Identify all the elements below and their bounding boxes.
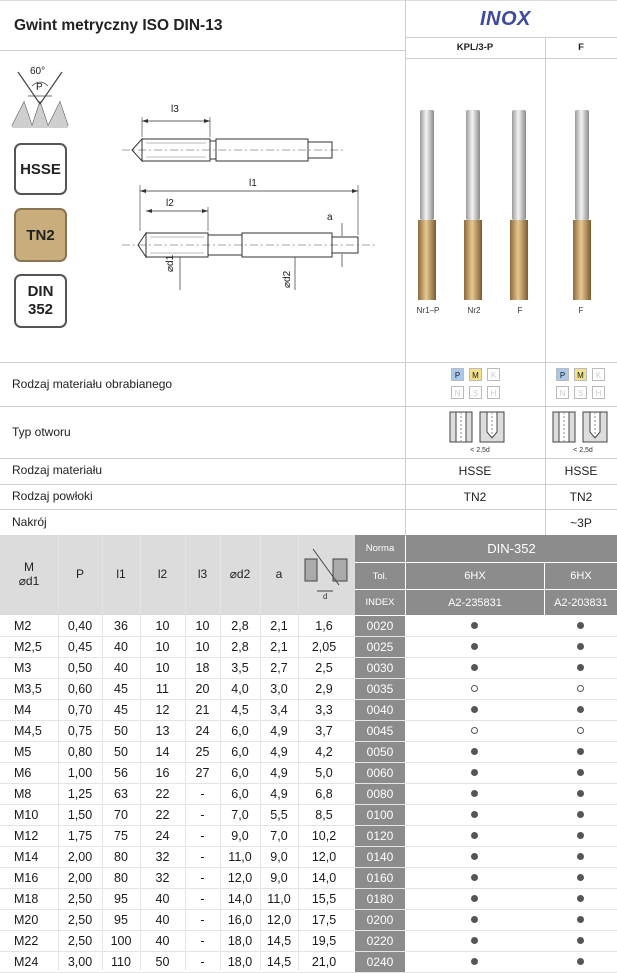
cell-m: M3 [14,661,32,675]
cell-d2: 12,0 [227,871,253,885]
table-row [0,700,617,721]
table-row [0,805,617,826]
cell-p: 2,00 [67,871,93,885]
mat-p: P [451,368,464,381]
coating-1: TN2 [463,490,487,504]
col-header-a: a [275,567,283,582]
drill-size-icon [303,545,351,603]
cell-l3: 18 [195,661,210,675]
cell-m: M16 [14,871,39,885]
cell-p: 0,80 [67,745,93,759]
through-hole-icon [449,410,507,446]
mat-n: N [451,386,464,399]
cell-l1: 75 [114,829,128,843]
brand-label: INOX [480,8,531,30]
cell-l2: 24 [155,829,170,843]
index-label: INDEX [355,590,405,615]
cell-drill: 17,5 [311,913,337,927]
availability-open-dot [577,727,584,734]
cell-l2: 10 [155,619,170,633]
cell-l3: - [200,934,205,948]
cell-p: 0,75 [67,724,93,738]
col-header-p: P [75,567,84,582]
norm-badge [14,274,67,328]
tol-2: 6HX [545,563,617,589]
availability-dot [471,643,478,650]
cell-index: 0025 [355,637,405,657]
tap-label-f1: F [517,306,523,315]
availability-dot [577,874,584,881]
cell-p: 2,50 [67,913,93,927]
cell-a: 2,7 [270,661,288,675]
table-row [0,658,617,679]
cell-l3: 24 [195,724,210,738]
mat-m-2: M [574,368,587,381]
mat-n-2: N [556,386,569,399]
coating-badge: TN2 [14,208,67,262]
cell-index: 0200 [355,910,405,930]
prop-divider-3 [0,458,617,459]
table-row [0,826,617,847]
cell-drill: 12,0 [311,850,337,864]
cell-d2: 7,0 [231,808,249,822]
cell-drill: 14,0 [311,871,337,885]
cell-d2: 2,8 [231,619,249,633]
cell-index: 0240 [355,952,405,972]
table-row [0,910,617,931]
cell-d2: 6,0 [231,724,249,738]
cell-l1: 80 [114,850,128,864]
cell-a: 9,0 [270,850,288,864]
cell-l2: 50 [155,955,170,969]
availability-dot [471,958,478,965]
cell-m: M14 [14,850,39,864]
cell-l2: 40 [155,892,170,906]
cell-m: M4 [14,703,32,717]
thread-pitch: P [36,82,43,93]
cell-m: M22 [14,934,39,948]
cell-p: 0,50 [67,661,93,675]
cell-drill: 2,05 [311,640,337,654]
prop-divider-4 [0,484,617,485]
cell-index: 0050 [355,742,405,762]
mat-p-2: P [556,368,569,381]
cell-index: 0220 [355,931,405,951]
mat-k-2: K [592,368,605,381]
table-row [0,931,617,952]
availability-dot [577,790,584,797]
availability-dot [577,811,584,818]
cell-l2: 14 [155,745,170,759]
cell-m: M4,5 [14,724,42,738]
cell-drill: 19,5 [311,934,337,948]
cell-p: 0,45 [67,640,93,654]
cell-l3: - [200,787,205,801]
availability-dot [577,769,584,776]
availability-dot [577,937,584,944]
cell-l3: - [200,829,205,843]
availability-dot [471,622,478,629]
cell-l3: 20 [195,682,210,696]
cell-l1: 45 [114,703,128,717]
availability-dot [577,664,584,671]
cell-d2: 18,0 [227,934,253,948]
top-border [0,0,617,1]
thread-angle: 60° [30,66,46,77]
cell-l2: 10 [155,640,170,654]
cell-index: 0080 [355,784,405,804]
cell-drill: 2,5 [315,661,333,675]
cell-index: 0180 [355,889,405,909]
tap-dimension-drawing [110,95,380,295]
norm-label: Norma [355,535,405,562]
tap-label-nr2: Nr2 [467,306,481,315]
availability-dot [471,916,478,923]
table-row [0,742,617,763]
cell-a: 2,1 [270,640,288,654]
cell-a: 4,9 [270,787,288,801]
cell-l2: 22 [155,808,170,822]
cell-a: 14,5 [266,955,292,969]
col-group-f: F [578,42,584,53]
cell-m: M12 [14,829,39,843]
tap-images [408,100,613,305]
cell-d2: 14,0 [227,892,253,906]
cell-l3: 21 [195,703,210,717]
availability-dot [471,874,478,881]
table-row [0,868,617,889]
cell-index: 0020 [355,616,405,636]
cell-l1: 56 [114,766,128,780]
mat-h: H [487,386,500,399]
col-header-d2: ⌀d2 [229,567,251,582]
col-header-l3: l3 [197,567,208,582]
column-divider-main [405,0,406,535]
cell-l3: - [200,955,205,969]
availability-open-dot [471,685,478,692]
mat-h-2: H [592,386,605,399]
header-divider [0,50,405,51]
table-row [0,784,617,805]
cell-p: 1,75 [67,829,93,843]
chamfer-2: ~3P [570,516,592,530]
cell-drill: 4,2 [315,745,333,759]
cell-d2: 4,5 [231,703,249,717]
availability-dot [471,769,478,776]
cell-m: M6 [14,766,32,780]
dim-l3: l3 [171,104,179,115]
cell-drill: 10,2 [311,829,337,843]
availability-dot [577,958,584,965]
tol-label: Tol. [355,563,405,589]
col-header-l1: l1 [116,567,126,582]
cell-a: 5,5 [270,808,288,822]
cell-l2: 12 [155,703,170,717]
table-row [0,679,617,700]
mat-s: S [469,386,482,399]
tap-nr2-image [464,110,482,300]
norm-badge-line1: DIN [27,283,54,300]
cell-m: M3,5 [14,682,42,696]
cell-index: 0160 [355,868,405,888]
table-row [0,763,617,784]
cell-p: 0,60 [67,682,93,696]
cell-p: 2,50 [67,892,93,906]
mat-k: K [487,368,500,381]
availability-dot [471,811,478,818]
cell-d2: 6,0 [231,787,249,801]
cell-index: 0040 [355,700,405,720]
cell-drill: 6,8 [315,787,333,801]
cell-m: M10 [14,808,39,822]
table-row [0,889,617,910]
cell-m: M20 [14,913,39,927]
cell-l1: 100 [110,934,132,948]
cell-l1: 50 [114,745,128,759]
cell-index: 0035 [355,679,405,699]
prop-divider-1 [0,362,617,363]
blind-hole-icon [552,410,610,446]
availability-dot [471,853,478,860]
cell-m: M2 [14,619,32,633]
col-group-kpl: KPL/3-P [456,42,494,53]
cell-m: M24 [14,955,39,969]
availability-dot [577,706,584,713]
cell-p: 2,50 [67,934,93,948]
cell-m: M5 [14,745,32,759]
cell-l1: 40 [114,640,128,654]
prop-divider-2 [0,406,617,407]
cell-index: 0030 [355,658,405,678]
table-row [0,616,617,637]
cell-l1: 80 [114,871,128,885]
availability-dot [471,706,478,713]
cell-l2: 40 [155,913,170,927]
cell-a: 9,0 [270,871,288,885]
cell-a: 2,1 [270,619,288,633]
mat-s-2: S [574,386,587,399]
dim-d2: ⌀d2 [282,270,293,288]
cell-index: 0120 [355,826,405,846]
cell-l3: - [200,892,205,906]
cell-l2: 13 [155,724,170,738]
cell-drill: 1,6 [315,619,333,633]
cell-l1: 63 [114,787,128,801]
cell-drill: 15,5 [311,892,337,906]
availability-dot [577,853,584,860]
cell-l3: - [200,871,205,885]
cell-p: 1,50 [67,808,93,822]
cell-d2: 4,0 [231,682,249,696]
cell-a: 3,4 [270,703,288,717]
dim-l1: l1 [249,178,257,189]
cell-l1: 95 [114,892,128,906]
cell-d2: 11,0 [228,850,252,864]
cell-l2: 16 [155,766,170,780]
col-header-m [0,535,58,615]
svg-text:d: d [323,592,328,601]
availability-dot [471,832,478,839]
cell-p: 3,00 [67,955,93,969]
availability-dot [471,790,478,797]
cell-l2: 40 [155,934,170,948]
page-title: Gwint metryczny ISO DIN-13 [14,17,223,34]
cell-l3: 10 [195,640,210,654]
cell-l1: 45 [114,682,128,696]
cell-d2: 2,8 [231,640,249,654]
cell-l2: 32 [155,850,170,864]
cell-d2: 9,0 [231,829,249,843]
tap-f1-image [510,110,528,300]
tap-nr1-image [418,110,436,300]
table-row [0,721,617,742]
cell-d2: 3,5 [231,661,249,675]
cell-drill: 3,3 [315,703,333,717]
cell-l3: 27 [195,766,210,780]
col-header-m-text: M [24,560,34,575]
tap-label-f2: F [578,306,584,315]
cell-l1: 95 [114,913,128,927]
cell-l3: - [200,808,205,822]
cell-l3: 10 [195,619,210,633]
mat-m: M [469,368,482,381]
cell-a: 4,9 [270,745,288,759]
cell-d2: 6,0 [231,745,249,759]
cell-d2: 18,0 [227,955,253,969]
table-row [0,847,617,868]
coating-label: Rodzaj powłoki [12,489,93,503]
brand-divider [405,37,617,38]
cell-drill: 3,7 [315,724,333,738]
cell-a: 14,5 [266,934,292,948]
availability-dot [471,895,478,902]
tool-material-label: Rodzaj materiału [12,463,103,477]
cell-a: 7,0 [270,829,288,843]
cell-p: 1,25 [67,787,93,801]
norm-badge-line2: 352 [27,301,54,318]
cell-l2: 10 [155,661,170,675]
cell-l2: 22 [155,787,170,801]
availability-dot [577,895,584,902]
availability-dot [471,664,478,671]
material-badge: HSSE [14,143,67,195]
cell-l1: 50 [114,724,128,738]
cell-l2: 32 [155,871,170,885]
col-header-d1-text: ⌀d1 [18,574,40,588]
norm-value: DIN-352 [406,535,617,562]
cell-a: 11,0 [267,892,291,906]
cell-index: 0100 [355,805,405,825]
cell-l1: 40 [114,661,128,675]
cell-l3: - [200,913,205,927]
index-2: A2-203831 [545,590,617,615]
dim-a: a [327,212,333,223]
cell-l1: 110 [111,955,131,969]
index-1: A2-235831 [406,590,544,615]
workpiece-material-label: Rodzaj materiału obrabianego [12,377,173,391]
availability-dot [577,622,584,629]
coating-2: TN2 [569,490,593,504]
cell-p: 0,70 [67,703,93,717]
cell-a: 4,9 [270,724,288,738]
availability-dot [471,937,478,944]
cell-m: M2,5 [14,640,42,654]
col-header-l2: l2 [157,567,168,582]
chamfer-label: Nakrój [12,515,47,529]
tap-f2-image [573,110,591,300]
hole-depth-1: < 2,5d [470,447,490,454]
cell-d2: 6,0 [231,766,249,780]
cell-m: M18 [14,892,39,906]
availability-open-dot [471,727,478,734]
cell-drill: 21,0 [311,955,337,969]
cell-drill: 5,0 [315,766,333,780]
cell-index: 0060 [355,763,405,783]
dim-d1: ⌀d1 [165,254,176,272]
cell-a: 12,0 [266,913,292,927]
cell-l3: 25 [195,745,210,759]
cell-index: 0045 [355,721,405,741]
cell-m: M8 [14,787,32,801]
availability-dot [471,748,478,755]
cell-p: 2,00 [67,850,93,864]
cell-p: 0,40 [67,619,93,633]
availability-open-dot [577,685,584,692]
cell-d2: 16,0 [227,913,253,927]
cell-l2: 11 [156,682,169,696]
tool-material-2: HSSE [564,464,598,478]
hole-depth-2: < 2,5d [573,447,593,454]
cell-index: 0140 [355,847,405,867]
availability-dot [577,916,584,923]
prop-divider-5 [0,509,617,510]
availability-dot [577,832,584,839]
tol-1: 6HX [406,563,544,589]
cell-a: 3,0 [270,682,288,696]
cell-p: 1,00 [67,766,93,780]
cell-l1: 70 [114,808,128,822]
availability-dot [577,748,584,755]
tool-material-1: HSSE [458,464,492,478]
hole-type-label: Typ otworu [12,425,71,439]
colhead-divider [405,58,617,59]
cell-a: 4,9 [270,766,288,780]
availability-dot [577,643,584,650]
cell-l1: 36 [114,619,128,633]
cell-l3: - [200,850,205,864]
cell-drill: 8,5 [315,808,333,822]
tap-label-nr1: Nr1–P [416,306,440,315]
table-row [0,637,617,658]
cell-drill: 2,9 [315,682,333,696]
dim-l2: l2 [166,198,174,209]
